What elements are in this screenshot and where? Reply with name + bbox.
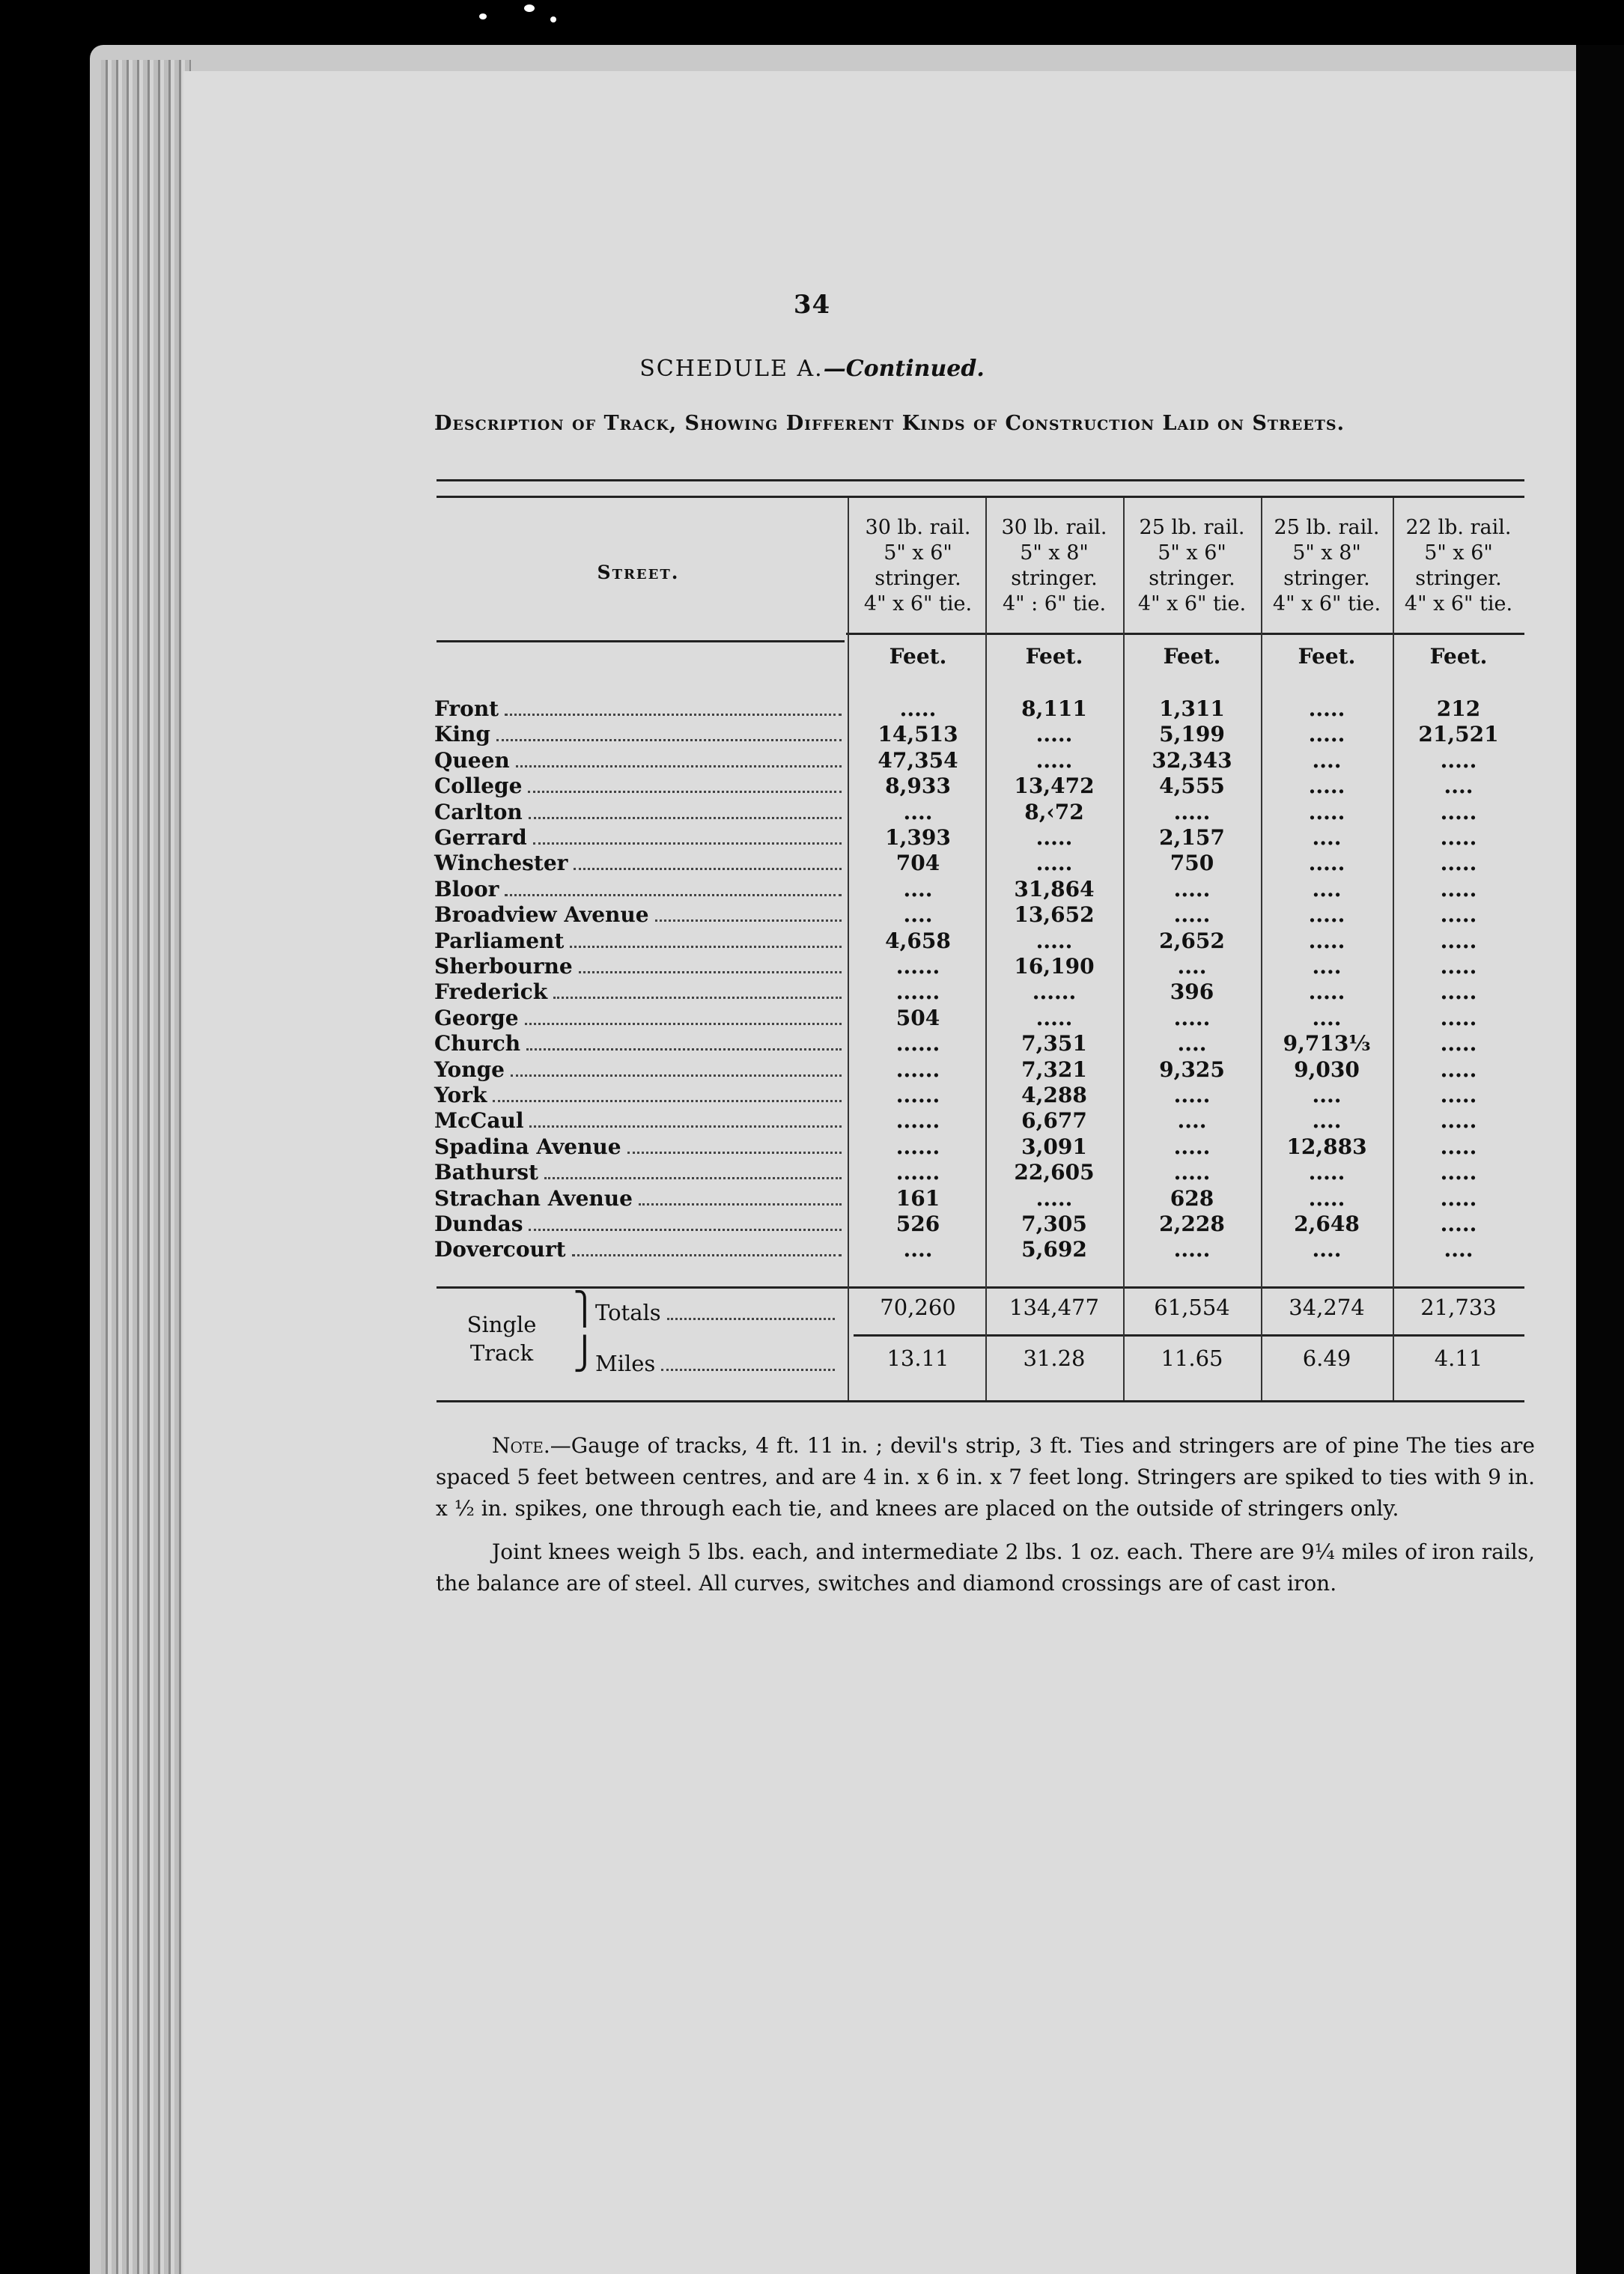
table-cell: 704 [895, 851, 940, 876]
table-cell: ..... [1308, 696, 1345, 721]
street-name [434, 877, 846, 902]
schedule-name: SCHEDULE A. [639, 356, 824, 382]
street-label: Strachan Avenue [434, 1185, 633, 1211]
column-header-line: 5" x 8" [1292, 541, 1361, 565]
column-header [985, 515, 1124, 617]
column-header-line: stringer. [1283, 567, 1370, 590]
column-divider [1261, 498, 1262, 1400]
table-cell: 2,157 [1159, 825, 1225, 850]
table-top-rule [437, 479, 1524, 481]
street-name [434, 1108, 846, 1134]
table-cell: ..... [1035, 1005, 1073, 1030]
column-header [1257, 515, 1396, 617]
dot-leader [528, 791, 842, 793]
column-header-line: 25 lb. rail. [1139, 516, 1245, 539]
table-cell: 212 [1436, 696, 1481, 721]
column-header-line: 5" x 6" [1424, 541, 1493, 565]
table-cell: ..... [1440, 747, 1477, 773]
table-cell: 4,658 [885, 928, 951, 953]
street-name [434, 1083, 846, 1108]
table-cell: ..... [1440, 1185, 1477, 1211]
table-cell: ..... [1035, 851, 1073, 876]
table-cell: ..... [1308, 1160, 1345, 1185]
table-cell: 396 [1170, 979, 1214, 1005]
table-cell: 16,190 [1014, 954, 1095, 979]
table-bottom-rule [437, 1400, 1524, 1402]
street-label: Sherbourne [434, 954, 573, 979]
column-header-line: stringer. [1415, 567, 1502, 590]
table-cell: 14,513 [878, 722, 958, 747]
table-cell: 47,354 [878, 747, 958, 773]
street-label: George [434, 1005, 519, 1030]
table-cell: ..... [1308, 773, 1345, 799]
dot-leader [529, 817, 842, 819]
total-value: 61,554 [1154, 1295, 1230, 1320]
dot-leader [529, 1125, 842, 1128]
street-label: Bloor [434, 876, 499, 902]
column-header-line: 4" : 6" tie. [1002, 592, 1107, 615]
table-cell: 12,883 [1286, 1134, 1367, 1159]
table-cell: .... [903, 876, 933, 902]
table-cell: 9,325 [1159, 1057, 1225, 1082]
street-name [434, 902, 846, 928]
table-cell: ..... [1308, 902, 1345, 928]
table-cell: .... [1312, 1005, 1342, 1030]
dot-leader [655, 919, 842, 922]
table-cell: 2,228 [1159, 1212, 1225, 1236]
street-label: College [434, 773, 523, 799]
table-cell: ..... [1440, 928, 1477, 953]
dot-leader [579, 971, 842, 973]
table-cell: .... [1177, 1108, 1207, 1134]
dot-leader [533, 842, 842, 845]
dot-leader [570, 946, 842, 948]
table-top-rule-2 [437, 496, 1524, 498]
page-stack-edge [101, 60, 191, 2274]
page-number: 34 [793, 290, 831, 320]
header-bottom-rule [846, 633, 1524, 635]
table-cell: ..... [1308, 722, 1345, 747]
note-text-1: —Gauge of tracks, 4 ft. 11 in. ; devil's strip, 3 ft. Ties and stringers are of pine The ties are spaced 5 feet between centres, and are 4 in. x 6 in. x 7 feet long. Stringers are spiked to ties with 9 in. x ½ in. spikes, one through each tie, and knees are placed on the outside of stringers only. [436, 1433, 1535, 1521]
table-cell: ..... [1173, 1160, 1211, 1185]
dot-leader [525, 1023, 842, 1025]
dot-leader [574, 868, 842, 870]
column-header-line: 4" x 6" tie. [863, 592, 973, 615]
note-section [436, 1430, 1535, 1599]
table-cell: 1,393 [885, 825, 951, 850]
table-cell: ..... [1035, 928, 1073, 953]
table-cell: 4,288 [1021, 1083, 1087, 1107]
column-header-line: 4" x 6" tie. [1137, 592, 1247, 615]
totals-underline [854, 1334, 1524, 1337]
street-label: Frederick [434, 979, 548, 1005]
totals-label [595, 1299, 842, 1326]
table-cell: ..... [1440, 1160, 1477, 1185]
dot-leader [526, 1048, 842, 1051]
table-cell: .... [1444, 1237, 1474, 1262]
table-cell: ..... [1440, 1031, 1477, 1057]
header-bottom-rule [437, 640, 845, 642]
table-cell: 6,677 [1021, 1108, 1087, 1134]
table-cell: .... [1312, 1237, 1342, 1262]
table-description: Description of Track, Showing Different Kinds of Construction Laid on Streets. [434, 412, 1345, 435]
table-cell: ...... [895, 1083, 940, 1107]
miles-text: Miles [595, 1351, 656, 1376]
street-label: McCaul [434, 1108, 524, 1134]
dot-leader [667, 1318, 835, 1320]
table-cell: 8,‹72 [1024, 799, 1084, 824]
street-name [434, 773, 846, 799]
table-cell: ..... [1440, 799, 1477, 824]
note-paragraph-1 [436, 1430, 1535, 1524]
single-track-line-2: Track [469, 1340, 534, 1366]
column-header-line: 22 lb. rail. [1405, 516, 1512, 539]
totals-rule [437, 1286, 1524, 1289]
street-label: Dovercourt [434, 1237, 566, 1262]
street-column-header: Street. [597, 562, 680, 583]
table-cell: ..... [1035, 722, 1073, 747]
dot-leader [661, 1369, 835, 1371]
table-cell: ..... [1035, 747, 1073, 773]
table-cell: 13,472 [1014, 773, 1095, 799]
street-name [434, 1006, 846, 1031]
table-cell: ...... [895, 1134, 940, 1159]
dot-leader [544, 1177, 842, 1179]
table-cell: .... [903, 1237, 933, 1262]
column-divider [848, 498, 849, 1400]
dot-leader [496, 739, 842, 741]
table-cell: ..... [1173, 799, 1211, 824]
column-header-line: 30 lb. rail. [1001, 516, 1107, 539]
dot-leader [529, 1229, 842, 1231]
table-cell: ...... [895, 1160, 940, 1185]
scan-speck [479, 13, 487, 19]
street-name [434, 722, 846, 747]
table-cell: ...... [895, 979, 940, 1005]
table-cell: ..... [1440, 1212, 1477, 1236]
column-header [1122, 515, 1262, 617]
column-header-line: 5" x 6" [1158, 541, 1226, 565]
table-cell: ..... [1308, 979, 1345, 1005]
dot-leader [553, 997, 842, 999]
street-label: Carlton [434, 799, 523, 824]
street-label: Church [434, 1031, 521, 1057]
street-label: Parliament [434, 928, 565, 953]
table-cell: .... [1312, 876, 1342, 902]
note-label: Note. [492, 1433, 550, 1458]
brace-bottom: ⎭ [573, 1335, 597, 1372]
dot-leader [639, 1203, 842, 1206]
table-cell: ..... [1035, 1185, 1073, 1211]
miles-value: 6.49 [1302, 1346, 1351, 1371]
totals-text: Totals [595, 1300, 661, 1325]
table-cell: ..... [1440, 1005, 1477, 1030]
dot-leader [516, 765, 842, 767]
column-header [1389, 515, 1528, 617]
table-cell: ..... [1440, 1057, 1477, 1082]
table-cell: .... [1177, 1031, 1207, 1057]
street-name [434, 1186, 846, 1212]
table-cell: 3,091 [1021, 1134, 1087, 1159]
table-cell: 8,933 [885, 773, 951, 799]
table-cell: 9,030 [1294, 1057, 1360, 1082]
table-cell: 22,605 [1014, 1160, 1095, 1185]
table-cell: ...... [1032, 979, 1077, 1005]
table-cell: ..... [1440, 902, 1477, 928]
table-cell: ..... [1440, 825, 1477, 850]
single-track-line-1: Single [466, 1312, 537, 1337]
schedule-title [0, 356, 1624, 382]
scan-speck [524, 4, 535, 12]
table-cell: 2,648 [1294, 1212, 1360, 1236]
dot-leader [505, 714, 842, 716]
street-name [434, 1160, 846, 1185]
miles-label [595, 1350, 842, 1377]
note-text-2: Joint knees weigh 5 lbs. each, and intermediate 2 lbs. 1 oz. each. There are 9¼ miles of iron rails, the balance are of steel. All curves, switches and diamond crossings are of cast iron. [436, 1539, 1535, 1596]
table-cell: ..... [1173, 1134, 1211, 1159]
street-name [434, 748, 846, 773]
table-cell: 9,713⅓ [1283, 1031, 1371, 1057]
dot-leader [511, 1074, 842, 1077]
table-cell: .... [1444, 773, 1474, 799]
table-cell: .... [1312, 954, 1342, 979]
table-cell: ..... [899, 696, 937, 721]
miles-value: 13.11 [886, 1346, 949, 1371]
street-name [434, 1031, 846, 1057]
street-name [434, 696, 846, 722]
table-cell: ..... [1308, 851, 1345, 876]
column-header-line: stringer. [875, 567, 961, 590]
table-cell: 7,305 [1021, 1212, 1087, 1236]
street-name [434, 928, 846, 954]
column-unit: Feet. [889, 644, 947, 669]
table-cell: ..... [1173, 1237, 1211, 1262]
table-cell: ..... [1440, 1134, 1477, 1159]
scan-speck [550, 16, 556, 22]
street-label: Bathurst [434, 1160, 538, 1185]
table-cell: ..... [1440, 1083, 1477, 1107]
table-cell: 32,343 [1152, 747, 1232, 773]
table-cell: ..... [1308, 928, 1345, 953]
table-cell: ..... [1173, 876, 1211, 902]
table-cell: ..... [1173, 902, 1211, 928]
table-cell: ..... [1173, 1083, 1211, 1107]
schedule-continued: —Continued. [823, 356, 985, 382]
column-unit: Feet. [1025, 644, 1083, 669]
table-cell: ..... [1173, 1005, 1211, 1030]
street-label: York [434, 1083, 487, 1107]
table-cell: 5,692 [1021, 1237, 1087, 1262]
table-cell: .... [1312, 1083, 1342, 1107]
table-cell: ...... [895, 1057, 940, 1082]
table-cell: 13,652 [1014, 902, 1095, 928]
table-cell: 628 [1170, 1185, 1214, 1211]
table-cell: ..... [1440, 1108, 1477, 1134]
table-cell: 8,111 [1021, 696, 1087, 721]
street-label: King [434, 722, 490, 747]
column-divider [985, 498, 987, 1400]
street-label: Gerrard [434, 825, 527, 850]
table-cell: 1,311 [1159, 696, 1225, 721]
street-name [434, 1057, 846, 1083]
column-header [848, 515, 988, 617]
table-cell: ..... [1035, 825, 1073, 850]
table-cell: ...... [895, 1031, 940, 1057]
column-header-line: stringer. [1011, 567, 1098, 590]
table-cell: ..... [1440, 851, 1477, 876]
table-cell: 7,321 [1021, 1057, 1087, 1082]
street-name [434, 954, 846, 979]
table-cell: ..... [1308, 799, 1345, 824]
total-value: 134,477 [1009, 1295, 1099, 1320]
table-cell: .... [1177, 954, 1207, 979]
street-name [434, 1134, 846, 1160]
street-label: Dundas [434, 1212, 523, 1236]
column-header-line: 5" x 8" [1020, 541, 1089, 565]
column-header-line: 30 lb. rail. [865, 516, 971, 539]
table-cell: .... [1312, 1108, 1342, 1134]
table-cell: .... [903, 799, 933, 824]
table-cell: 504 [895, 1005, 940, 1030]
total-value: 34,274 [1289, 1295, 1365, 1320]
column-header-line: 4" x 6" tie. [1272, 592, 1381, 615]
table-cell: .... [1312, 747, 1342, 773]
table-cell: ...... [895, 1108, 940, 1134]
street-name [434, 800, 846, 825]
column-unit: Feet. [1429, 644, 1488, 669]
miles-value: 4.11 [1434, 1346, 1483, 1371]
column-header-line: 5" x 6" [884, 541, 952, 565]
street-name [434, 825, 846, 851]
street-name [434, 1212, 846, 1237]
column-divider [1393, 498, 1394, 1400]
street-label: Broadview Avenue [434, 902, 649, 928]
table-cell: 526 [895, 1212, 940, 1236]
column-header-line: stringer. [1149, 567, 1235, 590]
table-cell: ..... [1440, 979, 1477, 1005]
street-name [434, 851, 846, 876]
table-cell: 4,555 [1159, 773, 1225, 799]
column-unit: Feet. [1298, 644, 1356, 669]
table-cell: ..... [1440, 876, 1477, 902]
column-unit: Feet. [1163, 644, 1221, 669]
brace-top: ⎫ [573, 1290, 597, 1327]
column-header-line: 25 lb. rail. [1274, 516, 1380, 539]
dot-leader [505, 894, 842, 896]
table-cell: .... [1312, 825, 1342, 850]
dot-leader [493, 1100, 842, 1102]
total-value: 21,733 [1420, 1295, 1497, 1320]
column-divider [1123, 498, 1125, 1400]
street-label: Front [434, 696, 499, 721]
total-value: 70,260 [880, 1295, 956, 1320]
street-label: Spadina Avenue [434, 1134, 621, 1159]
dot-leader [627, 1152, 842, 1154]
street-label: Queen [434, 747, 510, 773]
street-label: Winchester [434, 851, 568, 876]
street-name [434, 1237, 846, 1262]
dot-leader [572, 1254, 842, 1256]
miles-value: 31.28 [1023, 1346, 1086, 1371]
miles-value: 11.65 [1161, 1346, 1223, 1371]
table-cell: ...... [895, 954, 940, 979]
street-name [434, 979, 846, 1005]
table-cell: ..... [1440, 954, 1477, 979]
table-cell: ..... [1308, 1185, 1345, 1211]
table-cell: 31,864 [1014, 876, 1095, 902]
table-cell: 2,652 [1159, 928, 1225, 953]
table-cell: 21,521 [1418, 722, 1499, 747]
note-paragraph-2 [436, 1536, 1535, 1599]
single-track-label [464, 1310, 539, 1367]
table-cell: 161 [895, 1185, 940, 1211]
table-cell: .... [903, 902, 933, 928]
table-cell: 7,351 [1021, 1031, 1087, 1057]
table-cell: 750 [1170, 851, 1214, 876]
column-header-line: 4" x 6" tie. [1404, 592, 1513, 615]
table-cell: 5,199 [1159, 722, 1225, 747]
street-label: Yonge [434, 1057, 505, 1082]
